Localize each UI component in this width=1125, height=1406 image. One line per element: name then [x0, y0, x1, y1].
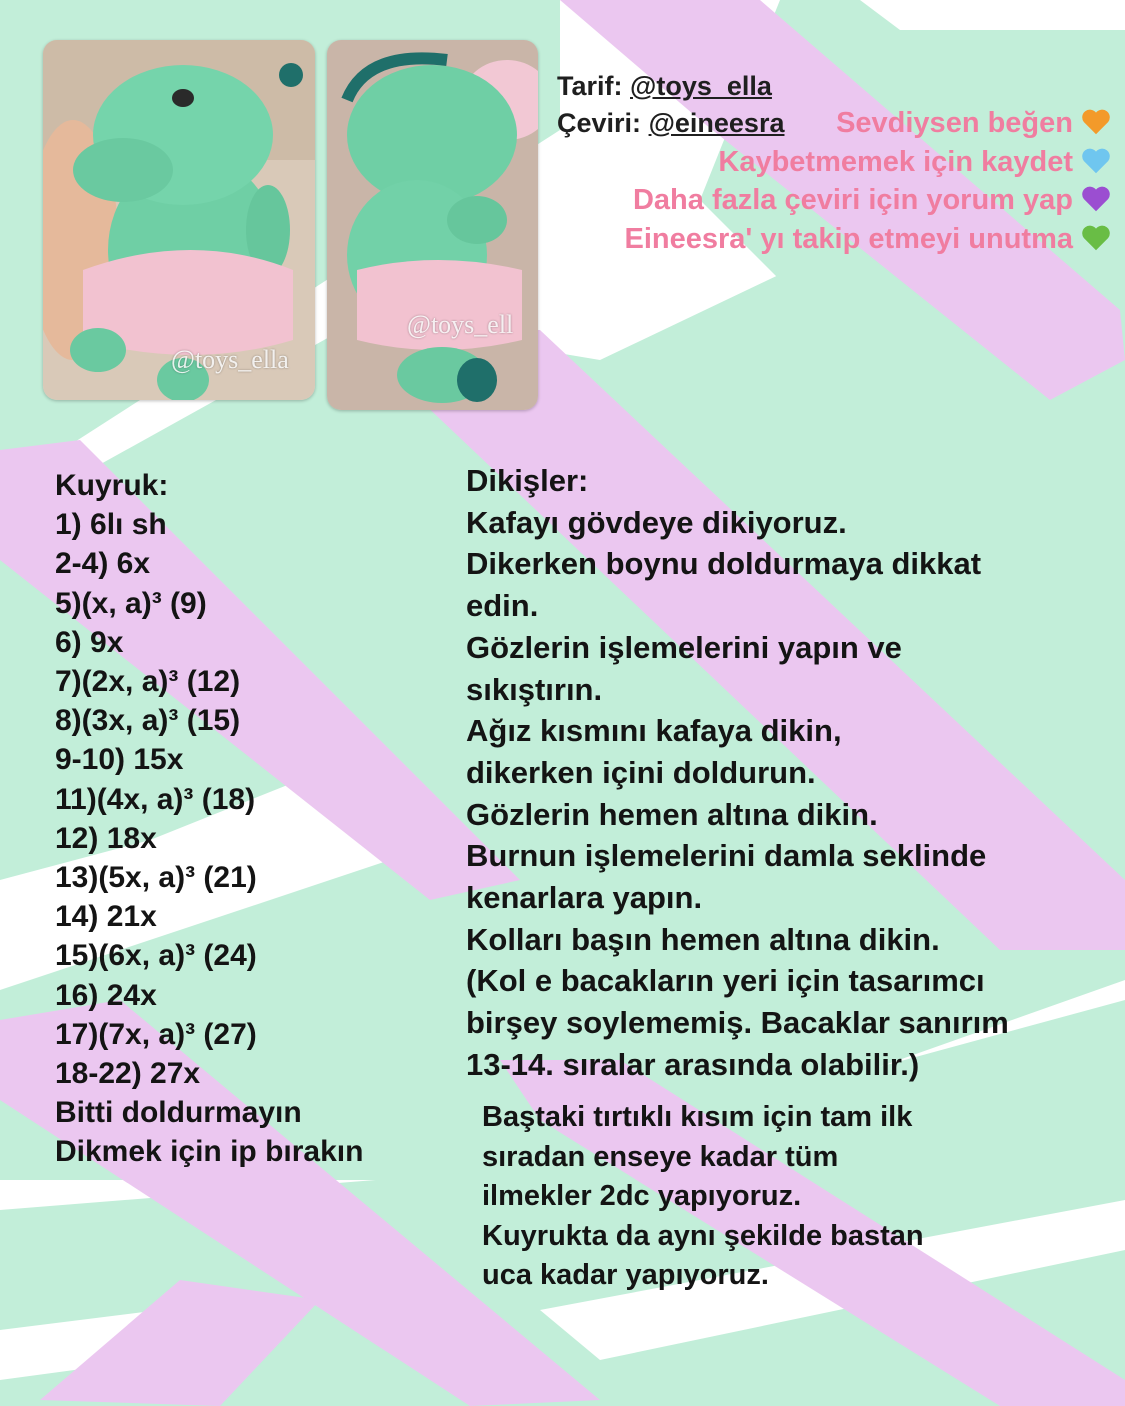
green-heart-icon — [1081, 223, 1111, 253]
tail-row: Dikmek için ip bırakın — [55, 1135, 364, 1169]
seam-line: Kolları başın hemen altına dikin. — [466, 921, 940, 957]
tail-row: 6) 9x — [55, 625, 124, 659]
seam-line: kenarlara yapın. — [466, 880, 703, 916]
seam-line: Gözlerin işlemelerini yapın ve — [466, 629, 902, 665]
recipe-label: Tarif: — [557, 71, 623, 101]
seam-line: Dikerken boynu doldurmaya dikkat — [466, 546, 982, 582]
tail-pattern — [55, 466, 363, 1172]
cta-line-save — [624, 143, 1111, 182]
tail-row: 12) 18x — [55, 821, 157, 855]
cta-text: Sevdiysen beğen — [836, 107, 1073, 139]
tail-row: 9-10) 15x — [55, 743, 184, 777]
seam-line: edin. — [466, 588, 539, 624]
tail-row: 5)(x, a)³ (9) — [55, 586, 207, 620]
tail-row: 2-4) 6x — [55, 547, 151, 581]
tail-row: Bitti doldurmayın — [55, 1096, 302, 1130]
translation-label: Çeviri: — [557, 108, 642, 138]
cta-text: Daha fazla çeviri için yorum yap — [632, 184, 1073, 216]
note-line: uca kadar yapıyoruz. — [482, 1259, 769, 1291]
tail-row: 1) 6lı sh — [55, 508, 167, 542]
tail-row: 18-22) 27x — [55, 1057, 201, 1091]
purple-heart-icon — [1081, 184, 1111, 214]
recipe-handle[interactable]: @toys_ella — [630, 71, 772, 101]
watermark: @toys_ella — [171, 345, 289, 374]
note-line: Baştaki tırtıklı kısım için tam ilk — [482, 1101, 913, 1133]
seam-line: 13-14. sıralar arasında olabilir.) — [466, 1046, 920, 1082]
cta-line-comment — [624, 181, 1111, 220]
recipe-credit — [557, 68, 784, 105]
watermark: @toys_ell — [407, 310, 514, 339]
seams-title: Dikişler: — [466, 463, 589, 498]
blue-heart-icon — [1081, 146, 1111, 176]
tail-rows — [55, 505, 363, 1171]
seam-line: (Kol e bacakların yeri için tasarımcı — [466, 963, 985, 999]
tail-row: 15)(6x, a)³ (24) — [55, 939, 257, 973]
tail-row: 14) 21x — [55, 900, 157, 934]
tail-row: 17)(7x, a)³ (27) — [55, 1017, 257, 1051]
tail-row: 8)(3x, a)³ (15) — [55, 704, 241, 738]
seam-line: sıkıştırın. — [466, 671, 603, 707]
tail-row: 16) 24x — [55, 978, 157, 1012]
note-line: ilmekler 2dc yapıyoruz. — [482, 1180, 802, 1212]
seam-line: Kafayı gövdeye dikiyoruz. — [466, 504, 847, 540]
seam-line: birşey soylememiş. Bacaklar sanırım — [466, 1005, 1009, 1041]
seam-line: dikerken içini doldurun. — [466, 754, 816, 790]
seam-line: Ağız kısmını kafaya dikin, — [466, 713, 842, 749]
tail-row: 11)(4x, a)³ (18) — [55, 782, 256, 816]
seams-instructions — [466, 460, 1009, 1086]
cta-line-follow — [624, 220, 1111, 259]
tail-row: 13)(5x, a)³ (21) — [55, 861, 257, 895]
seams-lines — [466, 502, 1009, 1086]
cta-text: Kaybetmemek için kaydet — [718, 145, 1073, 178]
ridge-note — [482, 1098, 924, 1296]
call-to-action — [624, 104, 1111, 258]
note-lines — [482, 1098, 924, 1296]
seam-line: Gözlerin hemen altına dikin. — [466, 796, 878, 832]
cta-line-like — [624, 104, 1111, 143]
tail-title: Kuyruk: — [55, 469, 169, 502]
amigurumi-photo-front — [43, 40, 315, 400]
tail-row: 7)(2x, a)³ (12) — [55, 665, 241, 699]
cta-text: Eineesra' yı takip etmeyi unutma — [624, 222, 1073, 255]
orange-heart-icon — [1081, 107, 1111, 137]
translation-handle[interactable]: @eineesra — [648, 108, 785, 138]
note-line: Kuyrukta da aynı şekilde bastan — [482, 1219, 924, 1252]
amigurumi-photo-side — [327, 40, 538, 410]
note-line: sıradan enseye kadar tüm — [482, 1140, 839, 1173]
seam-line: Burnun işlemelerini damla seklinde — [466, 838, 987, 874]
